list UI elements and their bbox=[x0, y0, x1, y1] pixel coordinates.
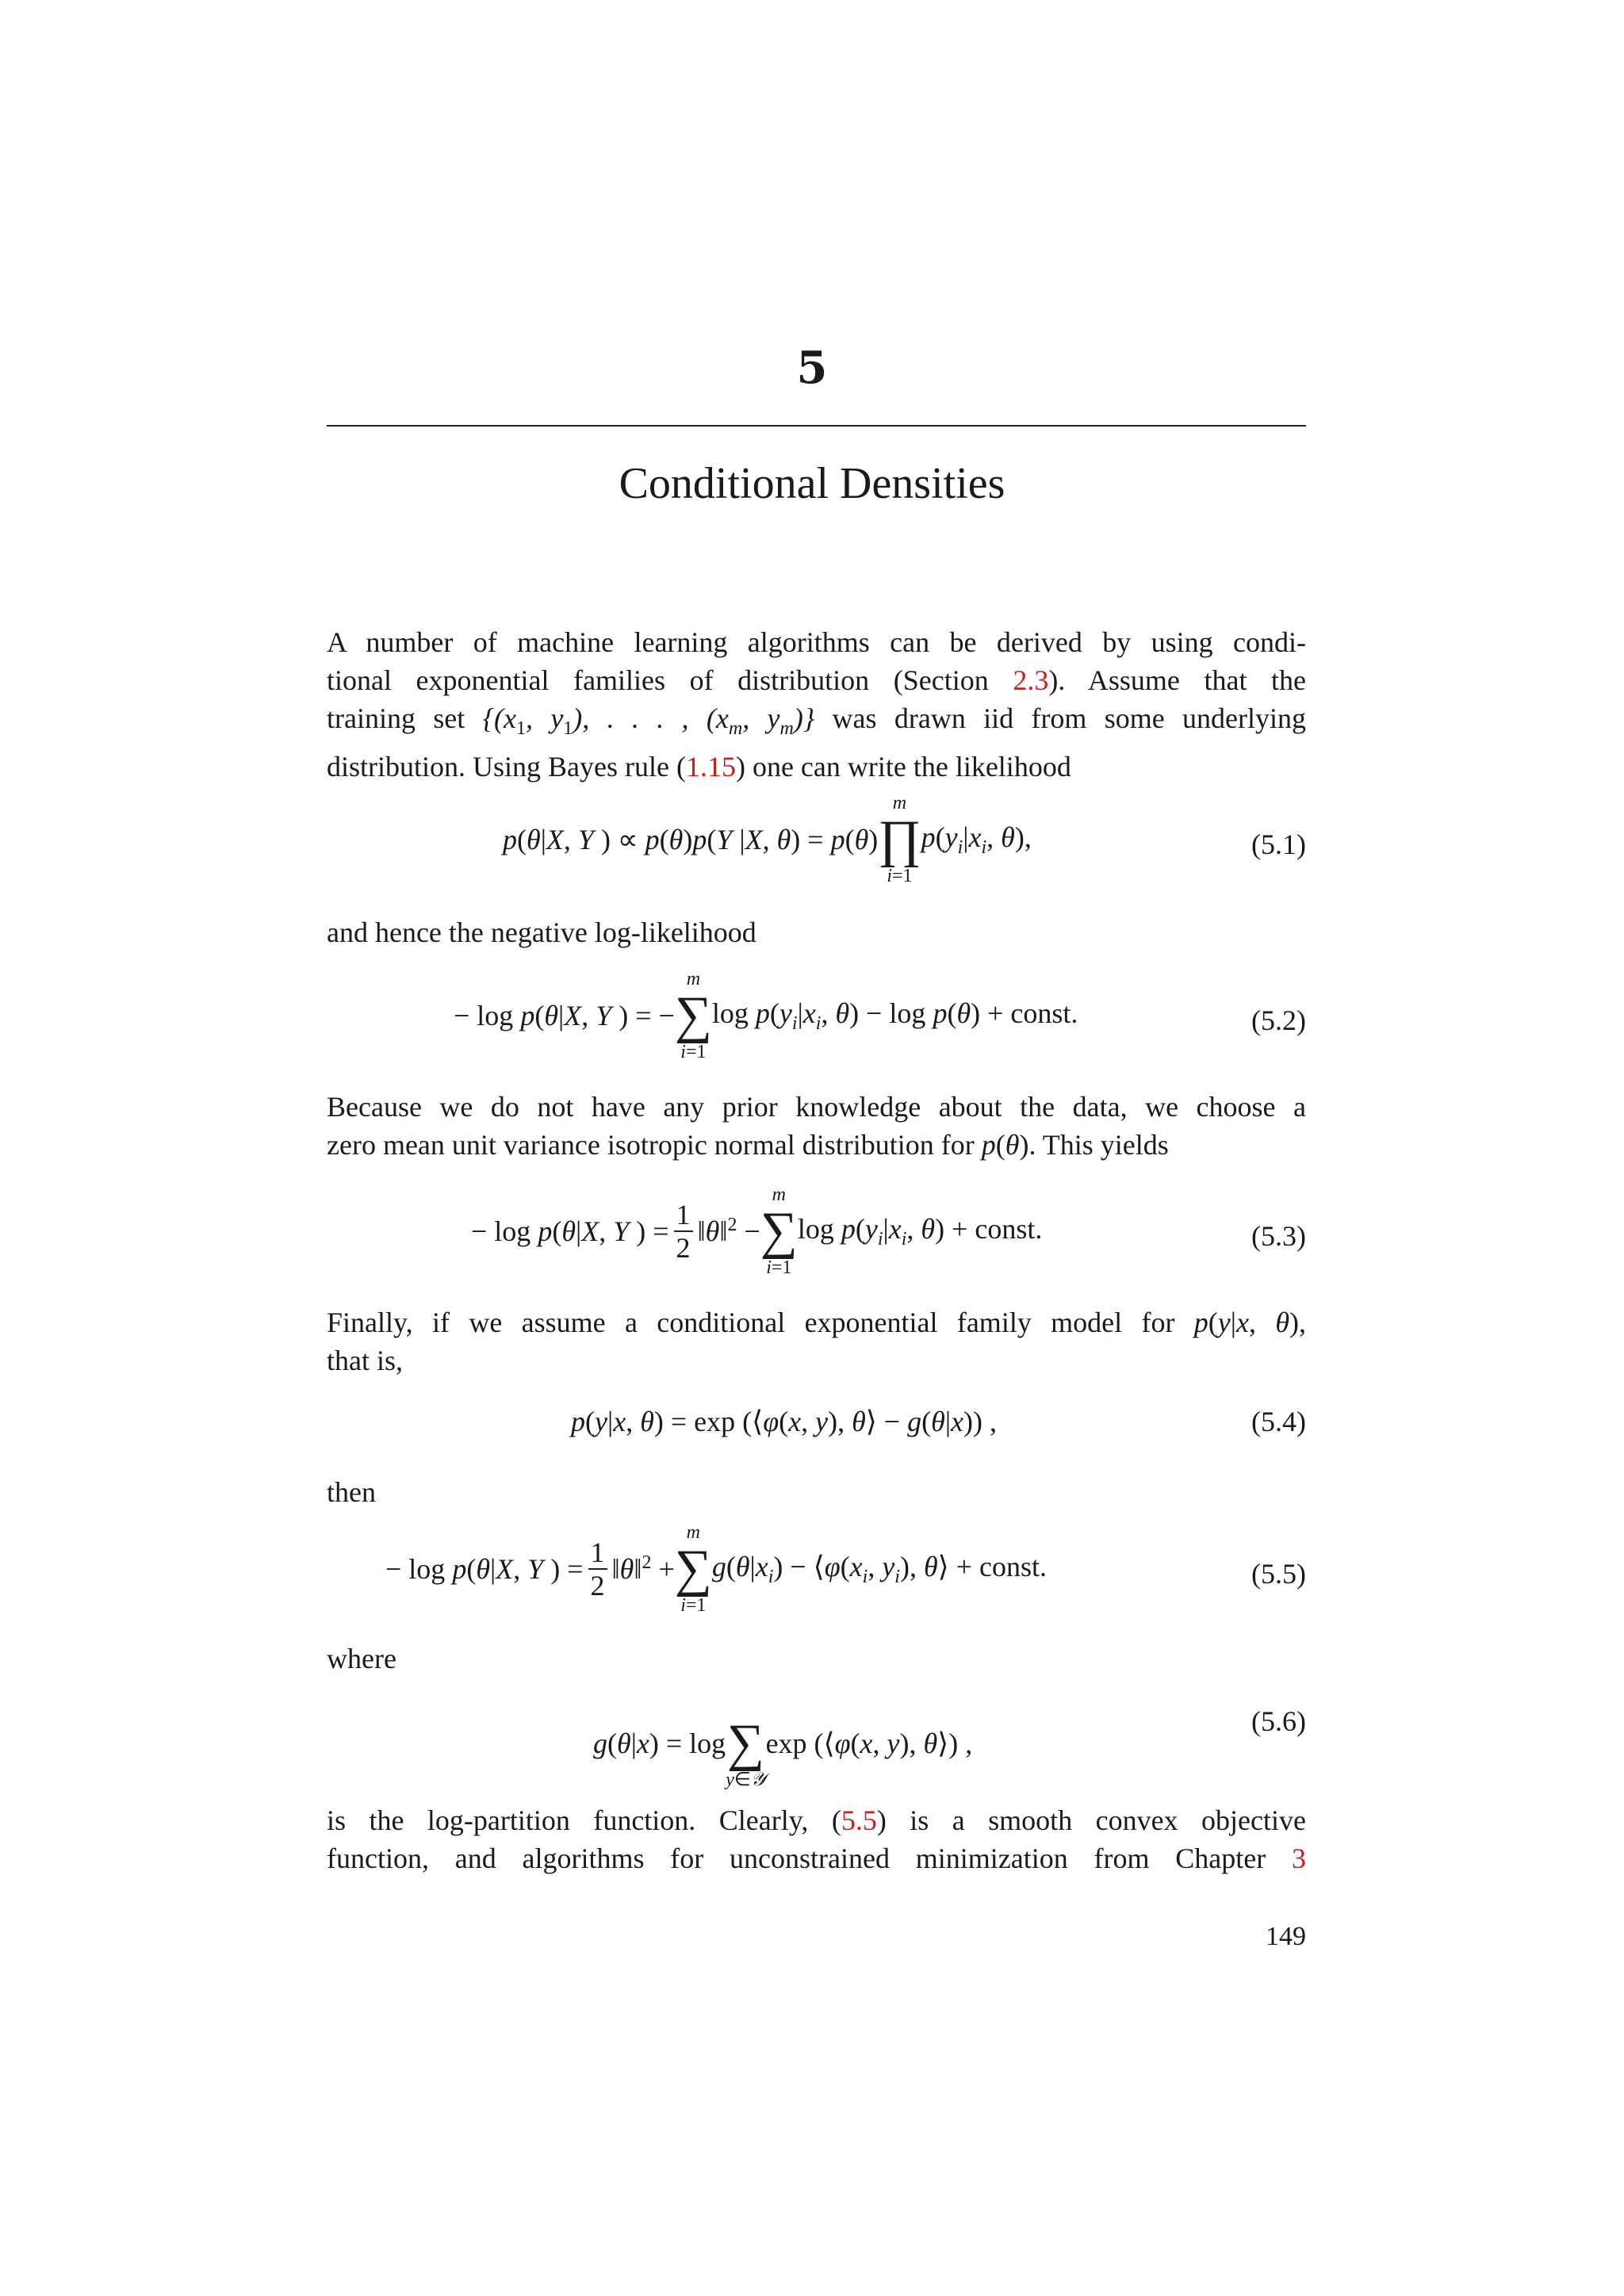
intro-paragraph bbox=[327, 623, 1306, 786]
equation-5-5 bbox=[327, 1522, 1306, 1641]
product-operator: m ∏ i=1 bbox=[878, 793, 921, 886]
intro-line-2 bbox=[327, 661, 1306, 699]
paragraph-text: zero mean unit variance isotropic normal distribution for bbox=[327, 1129, 982, 1161]
equation-5-2 bbox=[327, 969, 1306, 1088]
equation-body: p(y|x, θ) = exp (⟨φ(x, y), θ⟩ − g(θ|x)) , bbox=[571, 1406, 997, 1437]
paragraph-2-line: and hence the negative log-likelihood bbox=[327, 916, 756, 948]
equation-body: − log p(θ|X, Y ) = − m ∑ i=1 $\log p(y_i|x_i$, θ) − log p(θ) + const. bbox=[454, 969, 1078, 1062]
equation-number: (5.2) bbox=[1251, 1004, 1306, 1036]
page-number: 149 bbox=[1266, 1922, 1306, 1951]
chapter-number: 5 bbox=[796, 342, 828, 394]
paragraph-2 bbox=[327, 913, 1306, 951]
chapter-rule bbox=[327, 425, 1306, 427]
intro-text: ) one can write the likelihood bbox=[735, 751, 1071, 783]
equation-number: (5.5) bbox=[1251, 1558, 1306, 1590]
intro-line-4 bbox=[327, 748, 1306, 786]
equation-5-3 bbox=[327, 1184, 1306, 1303]
one-half-fraction: $\frac{1}{2}$ bbox=[674, 1199, 693, 1264]
paragraph-3-line-2: zero mean unit variance isotropic normal distribution for p(θ). This yields bbox=[327, 1129, 1169, 1161]
paragraph-5-line: then bbox=[327, 1476, 376, 1508]
paragraph-text: , bbox=[1299, 1307, 1307, 1338]
equation-ref-link[interactable]: 5.5 bbox=[841, 1804, 877, 1836]
chapter-title: Conditional Densities bbox=[619, 459, 1005, 508]
paragraph-text: ) is a smooth convex objective bbox=[876, 1804, 1307, 1836]
equation-number: (5.4) bbox=[1251, 1406, 1306, 1437]
chapter-ref-link[interactable]: 3 bbox=[1292, 1843, 1306, 1874]
paragraph-4 bbox=[327, 1303, 1306, 1380]
intro-line-1: A number of machine learning algorithms can be derived by using condi- bbox=[327, 626, 1306, 658]
equation-number: (5.1) bbox=[1251, 828, 1306, 860]
bayes-ref-link[interactable]: 1.15 bbox=[685, 751, 736, 783]
equation-body: − log p(θ|X, Y ) = $\frac{1}{2}$ ‖θ‖$^2$ − m ∑ i=1 $\log p(y_i|x_i$, θ) + const. bbox=[471, 1184, 1043, 1278]
paragraph-text: . This yields bbox=[1028, 1129, 1169, 1161]
equation-5-4 bbox=[327, 1405, 1306, 1452]
equation-number: (5.3) bbox=[1251, 1220, 1306, 1252]
paragraph-4-line-1: Finally, if we assume a conditional exponential family model for p(y|x, θ), bbox=[327, 1307, 1307, 1338]
equation-5-1 bbox=[327, 793, 1306, 912]
paragraph-3-line-1: Because we do not have any prior knowledge about the data, we choose a bbox=[327, 1091, 1306, 1123]
equation-body: g(θ|x) = log ∑ y∈𝒴 exp (⟨φ(x, y), θ⟩) , bbox=[593, 1697, 972, 1790]
intro-text: ). Assume that the bbox=[1048, 664, 1306, 696]
section-ref-link[interactable]: 2.3 bbox=[1013, 664, 1049, 696]
sum-operator: m ∑ i=1 bbox=[760, 1184, 798, 1278]
one-half-fraction: $\frac{1}{2}$ bbox=[588, 1536, 607, 1601]
equation-number: (5.6) bbox=[1251, 1705, 1306, 1737]
intro-text: was drawn iid from some underlying bbox=[814, 702, 1307, 734]
paragraph-3 bbox=[327, 1088, 1306, 1164]
equation-5-6 bbox=[327, 1697, 1306, 1790]
paragraph-4-line-2: that is, bbox=[327, 1345, 403, 1376]
equation-body: − log p(θ|X, Y ) = $\frac{1}{2}$ ‖θ‖$^2$ + m ∑ i=1 $g(\theta|x_i)$ − $⟨\varphi(x_i$, $y_i$), θ⟩ + const. bbox=[385, 1522, 1048, 1616]
sum-operator: ∑ y∈𝒴 bbox=[726, 1714, 766, 1790]
intro-text: tional exponential families of distribution (Section bbox=[327, 664, 1013, 696]
paragraph-text: Finally, if we assume a conditional exponential family model for bbox=[327, 1307, 1194, 1338]
intro-line-3 bbox=[327, 699, 1306, 748]
paragraph-5 bbox=[327, 1473, 1306, 1511]
training-set-math: {($x_1$, $y_1$), . . . , ($x_m$, $y_m$)} bbox=[482, 702, 815, 740]
sum-operator: m ∑ i=1 bbox=[674, 969, 712, 1062]
paragraph-7-line-1 bbox=[327, 1801, 1306, 1839]
prior-math: p bbox=[981, 1129, 996, 1161]
paragraph-6 bbox=[327, 1640, 1306, 1678]
intro-text: distribution. Using Bayes rule ( bbox=[327, 751, 686, 783]
paragraph-7 bbox=[327, 1801, 1306, 1877]
equation-body: p(θ|X, Y ) ∝ p(θ)p(Y |X, θ) = p(θ) m ∏ i=1 $p(y_i|x_i$, θ), bbox=[503, 793, 1032, 886]
paragraph-6-line: where bbox=[327, 1643, 396, 1674]
intro-text: training set bbox=[327, 702, 483, 734]
paragraph-text: function, and algorithms for unconstrained minimization from Chapter bbox=[327, 1843, 1292, 1874]
sum-operator: m ∑ i=1 bbox=[674, 1522, 712, 1616]
paragraph-text: is the log-partition function. Clearly, ( bbox=[327, 1804, 841, 1836]
paragraph-7-line-2 bbox=[327, 1839, 1306, 1877]
